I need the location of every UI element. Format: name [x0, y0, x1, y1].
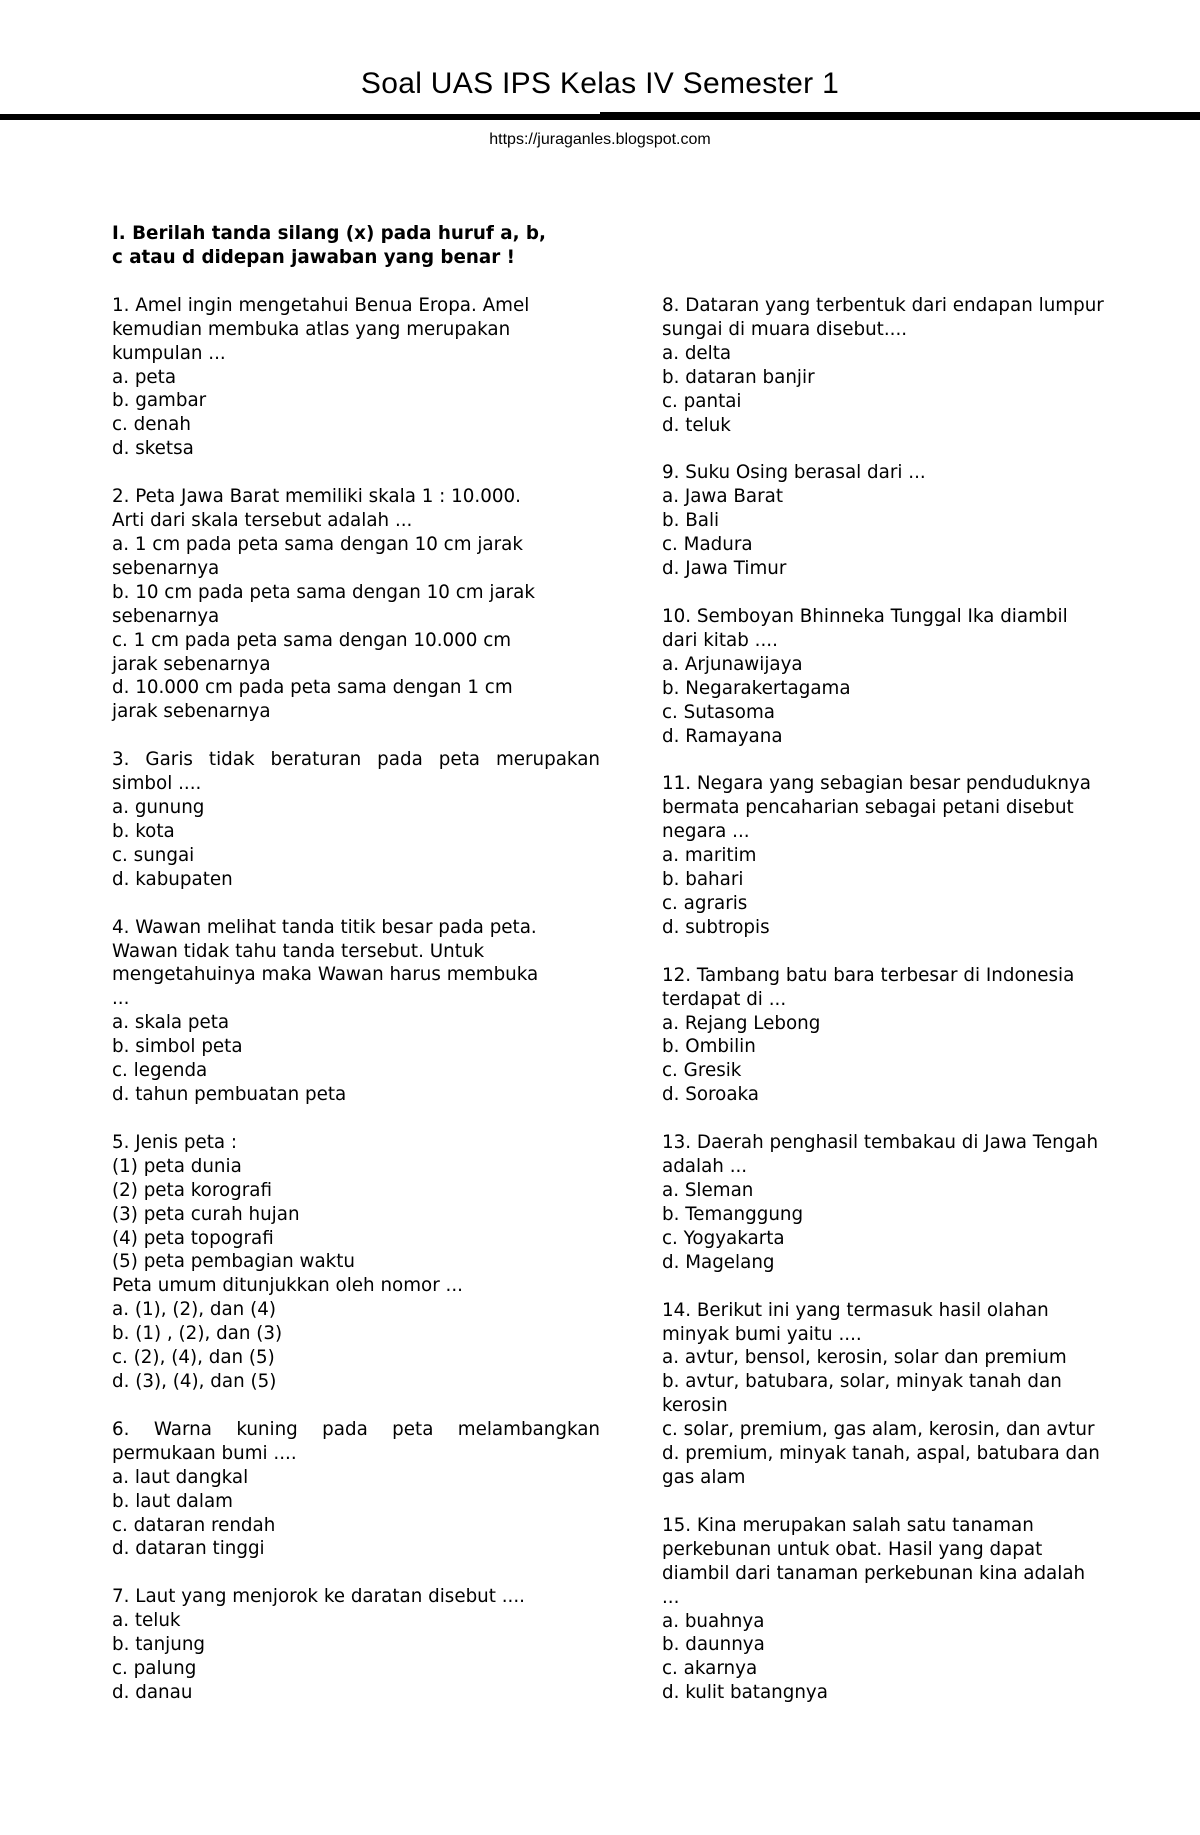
answer-option: a. (1), (2), dan (4): [112, 1299, 276, 1321]
answer-option: a. buahnya: [662, 1610, 765, 1632]
answer-option: a. Sleman: [662, 1180, 754, 1201]
answer-option: d. danau: [112, 1681, 193, 1703]
answer-option: c. palung: [112, 1658, 197, 1680]
question-text: 1. Amel ingin mengetahui Benua Eropa. Amel: [112, 294, 530, 316]
question-text: 8. Dataran yang terbentuk dari endapan lumpur: [662, 295, 1104, 316]
answer-option: d. kabupaten: [112, 868, 233, 890]
source-url: https://juraganles.blogspot.com: [489, 131, 711, 148]
answer-option: gas alam: [662, 1466, 746, 1488]
answer-option: sebenarnya: [112, 557, 220, 579]
answer-option: c. Yogyakarta: [662, 1227, 785, 1249]
answer-option: d. kulit batangnya: [662, 1682, 828, 1704]
answer-option: c. solar, premium, gas alam, kerosin, dan avtur: [662, 1419, 1095, 1441]
answer-option: b. Temanggung: [662, 1203, 804, 1225]
right-column: [662, 294, 1152, 1729]
answer-option: b. kota: [112, 820, 175, 842]
question-text: (5) peta pembagian waktu: [112, 1251, 355, 1273]
question-text: 7. Laut yang menjorok ke daratan disebut ....: [112, 1586, 525, 1608]
answer-option: c. 1 cm pada peta sama dengan 10.000 cm: [112, 629, 512, 651]
question-text: perkebunan untuk obat. Hasil yang dapat: [662, 1538, 1043, 1560]
answer-option: c. Sutasoma: [662, 701, 775, 723]
answer-option: c. dataran rendah: [112, 1514, 276, 1536]
instruction-line: I. Berilah tanda silang (x) pada huruf a, b,: [112, 223, 546, 244]
answer-option: d. teluk: [662, 414, 731, 436]
question-text: (4) peta topografi: [112, 1227, 274, 1249]
answer-option: b. gambar: [112, 390, 207, 412]
answer-option: b. tanjung: [112, 1634, 206, 1656]
question-text: Wawan tidak tahu tanda tersebut. Untuk: [112, 940, 485, 962]
page-title: Soal UAS IPS Kelas IV Semester 1: [360, 67, 840, 100]
answer-option: d. sketsa: [112, 438, 194, 460]
question-text: adalah ...: [662, 1156, 748, 1178]
answer-option: c. (2), (4), dan (5): [112, 1347, 275, 1369]
answer-option: d. subtropis: [662, 916, 770, 938]
question-text: terdapat di ...: [662, 988, 787, 1010]
question-text: Arti dari skala tersebut adalah ...: [112, 510, 413, 532]
answer-option: d. (3), (4), dan (5): [112, 1370, 277, 1392]
answer-option: b. dataran banjir: [662, 366, 815, 388]
answer-option: c. Gresik: [662, 1060, 742, 1082]
answer-option: c. denah: [112, 414, 191, 436]
question-text: kemudian membuka atlas yang merupakan: [112, 318, 511, 340]
question-text: 5. Jenis peta :: [112, 1131, 238, 1153]
question-text: ...: [112, 988, 130, 1010]
answer-option: kerosin: [662, 1395, 728, 1417]
question-text: 2. Peta Jawa Barat memiliki skala 1 : 10.000.: [112, 486, 521, 508]
question-text: negara ...: [662, 821, 750, 843]
answer-option: c. Madura: [662, 534, 753, 556]
question-text: kumpulan ...: [112, 342, 226, 364]
question-12: [662, 964, 1152, 1107]
answer-option: b. (1) , (2), dan (3): [112, 1323, 283, 1345]
answer-option: d. Ramayana: [662, 725, 783, 747]
answer-option: d. Magelang: [662, 1251, 775, 1273]
question-text: (1) peta dunia: [112, 1155, 242, 1177]
question-text: 6. Warna kuning pada peta melambangkan: [112, 1418, 600, 1440]
left-column: [112, 222, 600, 1729]
instruction-line: c atau d didepan jawaban yang benar !: [112, 246, 515, 268]
answer-option: b. avtur, batubara, solar, minyak tanah dan: [662, 1371, 1062, 1393]
question-text: bermata pencaharian sebagai petani disebut: [662, 797, 1074, 819]
answer-option: d. premium, minyak tanah, aspal, batubara dan: [662, 1443, 1100, 1465]
question-2: [112, 485, 600, 724]
answer-option: a. peta: [112, 366, 177, 388]
question-text: permukaan bumi ....: [112, 1442, 297, 1464]
question-text: diambil dari tanaman perkebunan kina adalah: [662, 1562, 1086, 1584]
answer-option: c. legenda: [112, 1060, 208, 1082]
answer-option: b. Ombilin: [662, 1036, 756, 1058]
answer-option: b. bahari: [662, 869, 744, 891]
question-text: 13. Daerah penghasil tembakau di Jawa Tengah: [662, 1132, 1099, 1154]
question-text: simbol ....: [112, 773, 202, 795]
question-7: [112, 1585, 600, 1705]
question-15: [662, 1514, 1152, 1705]
question-text: 4. Wawan melihat tanda titik besar pada peta.: [112, 916, 537, 938]
answer-option: d. 10.000 cm pada peta sama dengan 1 cm: [112, 677, 513, 699]
question-6: [112, 1418, 600, 1561]
answer-option: b. laut dalam: [112, 1490, 233, 1512]
answer-option: d. dataran tinggi: [112, 1538, 265, 1560]
answer-option: a. delta: [662, 342, 732, 364]
answer-option: c. akarnya: [662, 1658, 758, 1680]
question-text: (2) peta korografi: [112, 1179, 272, 1201]
answer-option: jarak sebenarnya: [112, 653, 271, 675]
question-11: [662, 772, 1152, 939]
answer-option: jarak sebenarnya: [112, 701, 271, 723]
question-text: 10. Semboyan Bhinneka Tunggal Ika diambil: [662, 605, 1068, 627]
answer-option: sebenarnya: [112, 605, 220, 627]
question-text: 11. Negara yang sebagian besar penduduknya: [662, 773, 1091, 795]
question-text: dari kitab ....: [662, 629, 778, 651]
answer-option: a. laut dangkal: [112, 1466, 249, 1488]
question-text: 15. Kina merupakan salah satu tanaman: [662, 1514, 1034, 1536]
answer-option: c. pantai: [662, 390, 742, 412]
answer-option: b. 10 cm pada peta sama dengan 10 cm jarak: [112, 581, 535, 603]
question-13: [662, 1131, 1152, 1274]
question-1: [112, 294, 600, 461]
question-text: ...: [662, 1586, 680, 1608]
title-rule-right: [600, 112, 1200, 115]
answer-option: a. gunung: [112, 797, 205, 819]
answer-option: c. sungai: [112, 844, 195, 866]
answer-option: c. agraris: [662, 892, 748, 914]
answer-option: b. Bali: [662, 510, 720, 532]
question-text: 9. Suku Osing berasal dari ...: [662, 462, 926, 484]
question-text: Peta umum ditunjukkan oleh nomor ...: [112, 1275, 463, 1297]
question-text: minyak bumi yaitu ....: [662, 1323, 862, 1345]
question-5: [112, 1131, 600, 1394]
instruction: [112, 222, 600, 270]
question-text: (3) peta curah hujan: [112, 1203, 300, 1225]
answer-option: d. Jawa Timur: [662, 558, 787, 580]
question-3: [112, 748, 600, 891]
answer-option: a. teluk: [112, 1610, 181, 1632]
question-text: sungai di muara disebut....: [662, 318, 908, 340]
question-8: [662, 294, 1152, 437]
answer-option: d. Soroaka: [662, 1084, 759, 1106]
question-text: mengetahuinya maka Wawan harus membuka: [112, 964, 539, 986]
question-text: 3. Garis tidak beraturan pada peta merupakan: [112, 749, 600, 771]
answer-option: a. Arjunawijaya: [662, 653, 803, 675]
question-14: [662, 1299, 1152, 1490]
answer-option: d. tahun pembuatan peta: [112, 1084, 347, 1105]
question-text: 12. Tambang batu bara terbesar di Indonesia: [662, 964, 1075, 986]
question-9: [662, 461, 1152, 581]
answer-option: a. avtur, bensol, kerosin, solar dan premium: [662, 1347, 1067, 1369]
answer-option: a. maritim: [662, 845, 757, 867]
answer-option: a. skala peta: [112, 1012, 230, 1034]
answer-option: b. Negarakertagama: [662, 677, 851, 699]
answer-option: b. daunnya: [662, 1634, 765, 1656]
question-10: [662, 605, 1152, 748]
answer-option: a. Jawa Barat: [662, 486, 784, 508]
question-text: 14. Berikut ini yang termasuk hasil olahan: [662, 1299, 1049, 1321]
answer-option: a. 1 cm pada peta sama dengan 10 cm jarak: [112, 533, 523, 555]
question-4: [112, 916, 600, 1107]
answer-option: a. Rejang Lebong: [662, 1012, 821, 1034]
answer-option: b. simbol peta: [112, 1036, 243, 1058]
